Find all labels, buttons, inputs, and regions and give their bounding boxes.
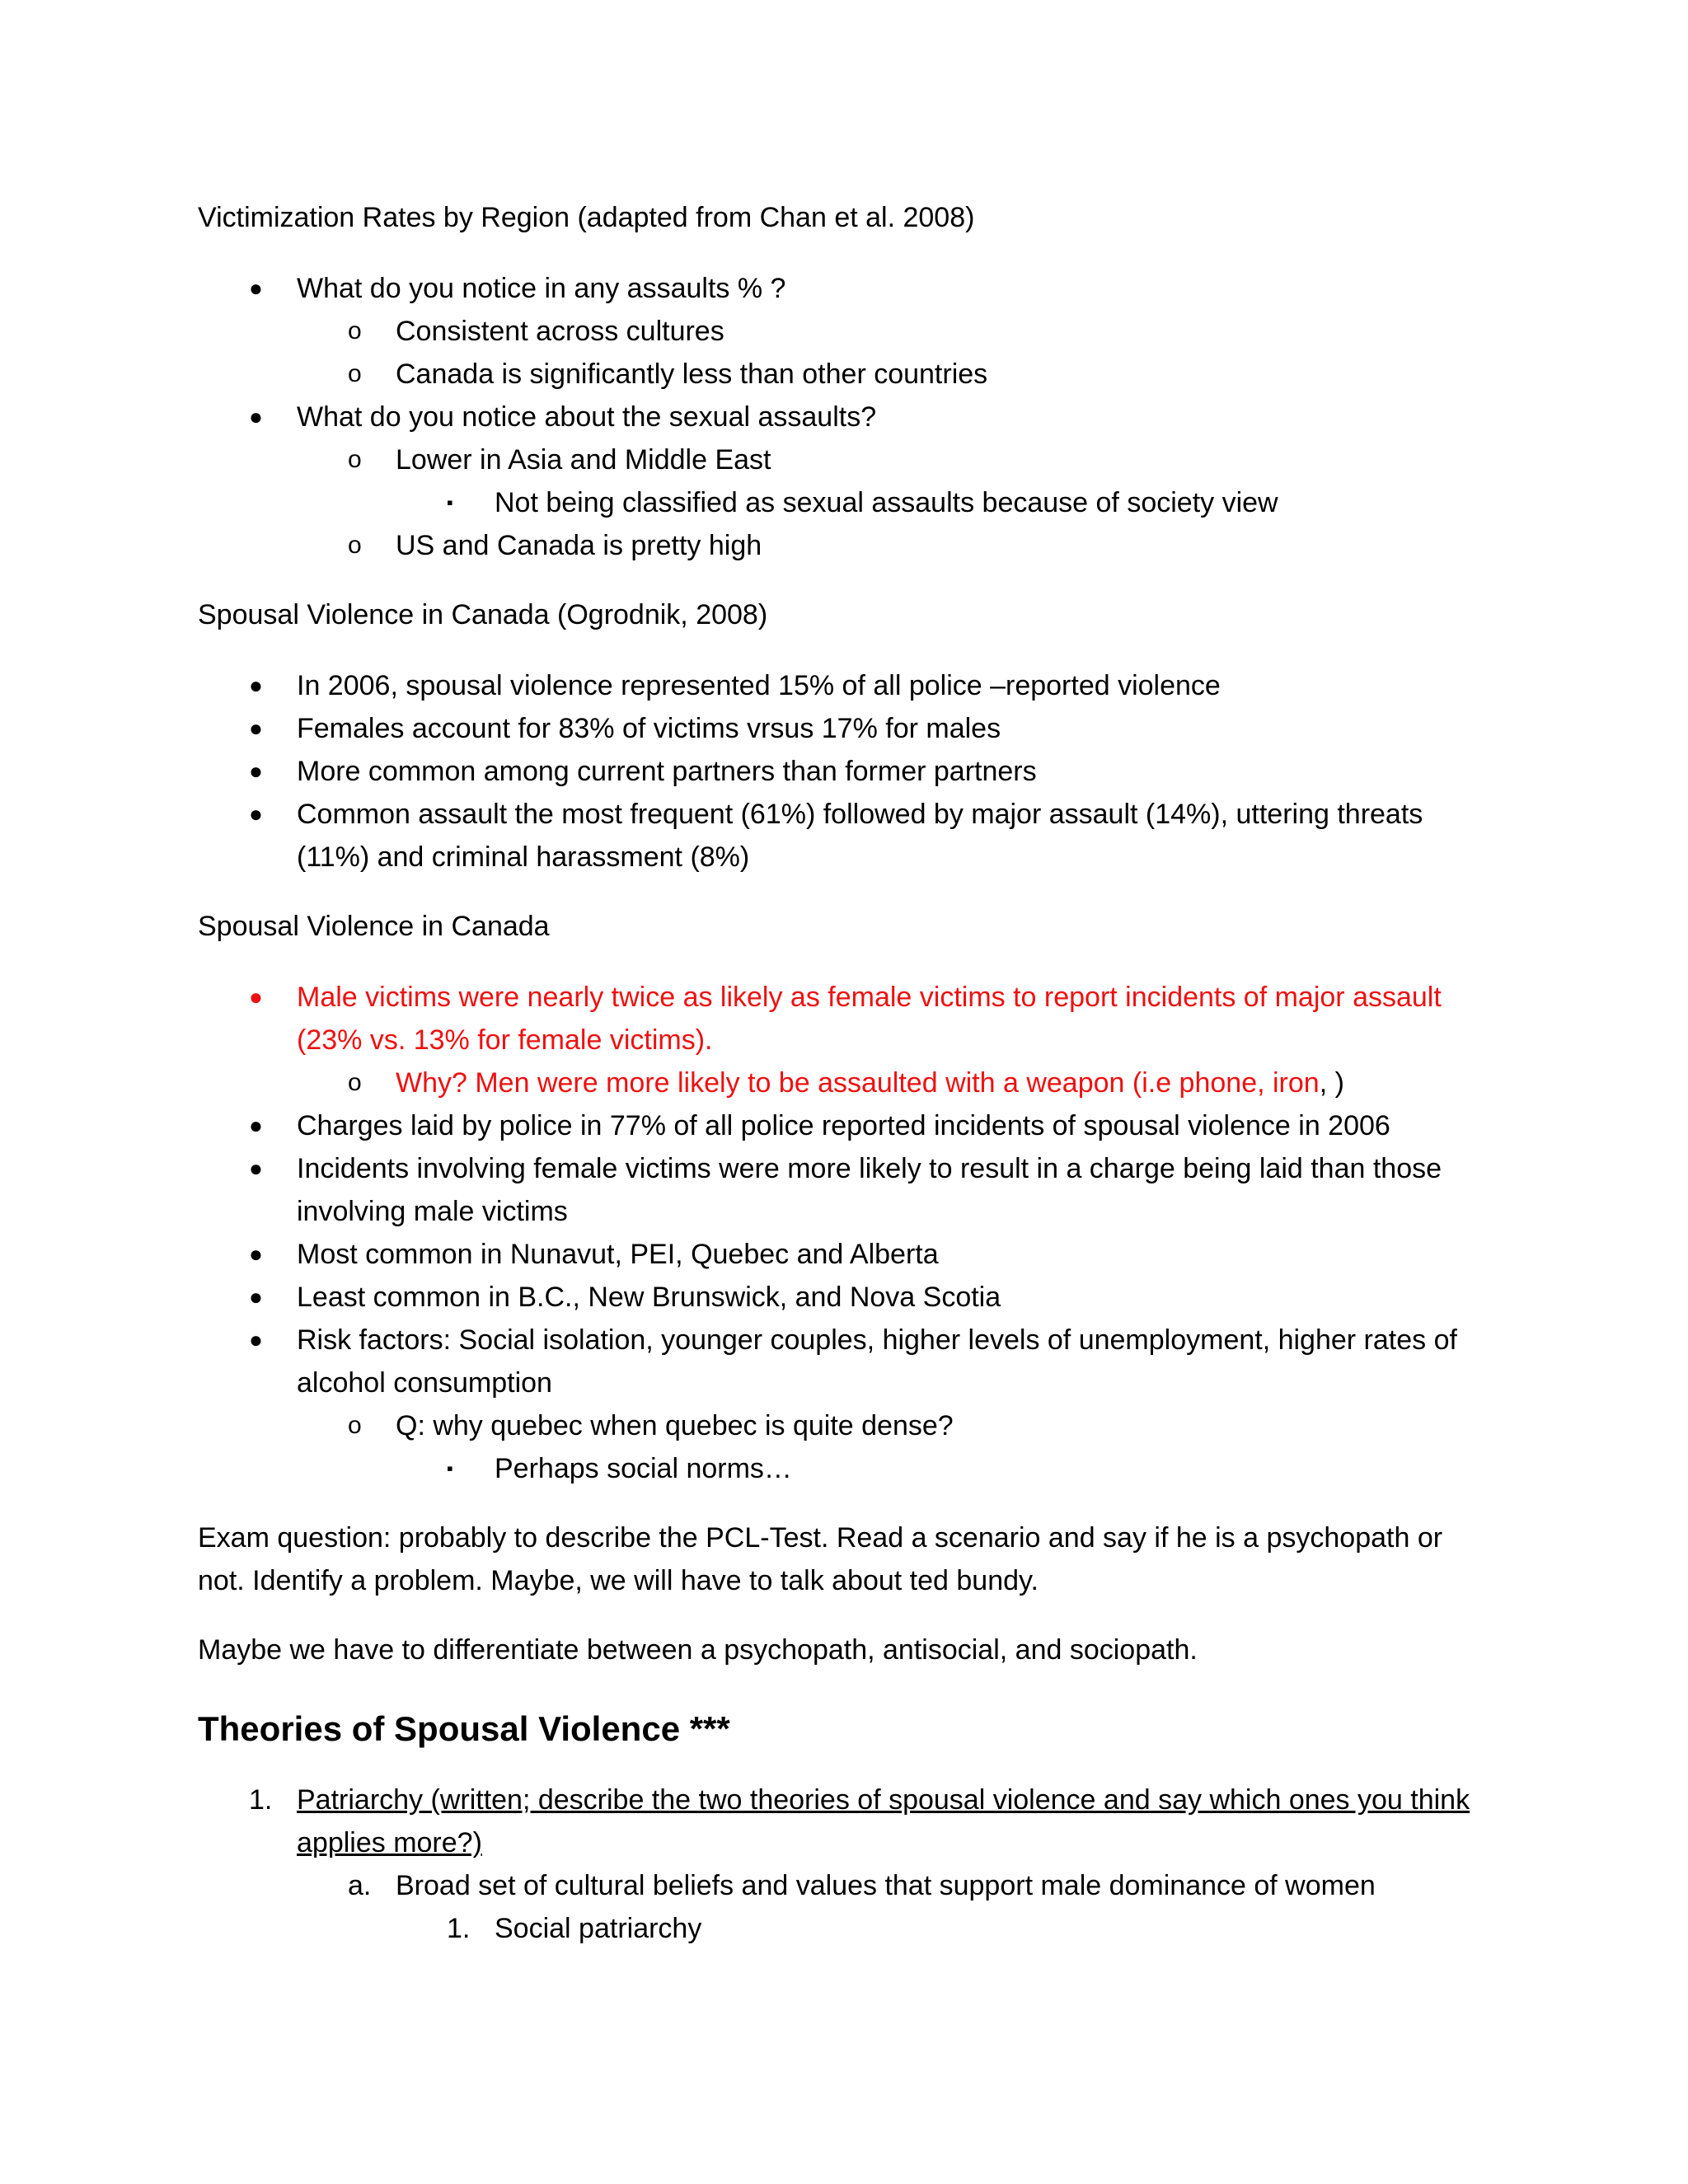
document-page [198,196,1484,1950]
circle-marker: o [348,317,362,344]
circle-marker: o [348,446,362,473]
list-item [198,793,1484,879]
list-item [198,1147,1484,1233]
square-marker: ▪ [447,492,453,513]
list-item [198,1447,1484,1490]
list-item-text: Charges laid by police in 77% of all police reported incidents of spousal violence in 2006 [297,1110,1390,1141]
list-item [198,1404,1484,1447]
list-item-text: Common assault the most frequent (61%) followed by major assault (14%), uttering threats (11%) and criminal harassment (8%) [297,799,1423,873]
number-marker: 1. [447,1913,471,1944]
list-item [198,707,1484,750]
bullet-marker: ● [249,715,263,741]
bullet-marker: ● [249,758,263,784]
list-item-text: Incidents involving female victims were more likely to result in a charge being laid than those involving male victims [297,1153,1442,1227]
list-item [198,267,1484,310]
letter-marker: a. [348,1870,372,1901]
list-item-text: Q: why quebec when quebec is quite dense? [396,1410,954,1441]
list-item-text: Social patriarchy [495,1913,702,1944]
list-item [198,524,1484,567]
list-item [198,353,1484,396]
list-item-text: Lower in Asia and Middle East [396,444,771,476]
bullet-marker: ● [249,673,263,698]
bullet-marker: ● [249,984,263,1010]
circle-marker: o [348,532,362,559]
list-item [198,976,1484,1062]
list-item-text: Most common in Nunavut, PEI, Quebec and Alberta [297,1239,939,1270]
list-item-text: Canada is significantly less than other countries [396,359,988,390]
exam-note-paragraph: Exam question: probably to describe the PCL-Test. Read a scenario and say if he is a psychopath or not. Identify a problem. Maybe, we will have to talk about ted bundy. [198,1522,1443,1596]
bullet-marker: ● [249,404,263,429]
list-item [198,1864,1484,1907]
section-title-spousal-violence: Spousal Violence in Canada [198,911,550,942]
differentiate-note-paragraph: Maybe we have to differentiate between a psychopath, antisocial, and sociopath. [198,1634,1198,1666]
list-item-text: Male victims were nearly twice as likely as female victims to report incidents of major assault (23% vs. 13% for female victims). [297,982,1442,1056]
circle-marker: o [348,360,362,387]
section-title-victimization: Victimization Rates by Region (adapted from Chan et al. 2008) [198,202,975,233]
list-item [198,396,1484,438]
list-item-text: Consistent across cultures [396,316,724,347]
list-item [198,664,1484,707]
list-item [198,1907,1484,1950]
list-item [198,1779,1484,1864]
list-item-text-underlined: Patriarchy (written; describe the two theories of spousal violence and say which ones you think applies more?) [297,1784,1470,1858]
list-item-text: Least common in B.C., New Brunswick, and Nova Scotia [297,1282,1001,1313]
list-item-text-highlighted: Why? Men were more likely to be assaulted with a weapon (i.e phone, iron [396,1067,1320,1099]
bullet-marker: ● [249,1327,263,1352]
list-item-text: Not being classified as sexual assaults because of society view [495,487,1278,518]
list-item [198,1233,1484,1276]
list-item [198,1319,1484,1404]
theories-heading: Theories of Spousal Violence *** [198,1709,730,1748]
circle-marker: o [348,1412,362,1439]
list-item-text: More common among current partners than former partners [297,756,1037,787]
list-item-text: What do you notice about the sexual assaults? [297,401,877,433]
list-item [198,750,1484,793]
list-item-text: Risk factors: Social isolation, younger couples, higher levels of unemployment, higher rates of alcohol consumption [297,1324,1457,1399]
square-marker: ▪ [447,1458,453,1479]
list-item [198,481,1484,524]
list-item-text: What do you notice in any assaults % ? [297,273,786,304]
list-item-text: Perhaps social norms… [495,1453,792,1484]
circle-marker: o [348,1069,362,1096]
bullet-marker: ● [249,275,263,301]
list-item-text: US and Canada is pretty high [396,530,762,561]
number-marker: 1. [249,1784,273,1816]
list-item [198,1062,1484,1104]
list-item [198,310,1484,353]
bullet-marker: ● [249,801,263,827]
list-item-text: In 2006, spousal violence represented 15% of all police –reported violence [297,670,1221,701]
list-item-text: Broad set of cultural beliefs and values that support male dominance of women [396,1870,1376,1901]
bullet-marker: ● [249,1284,263,1310]
bullet-marker: ● [249,1155,263,1181]
bullet-marker: ● [249,1113,263,1138]
bullet-marker: ● [249,1241,263,1267]
list-item-text: , ) [1319,1067,1344,1099]
list-item [198,1104,1484,1147]
list-item [198,1276,1484,1319]
list-item [198,438,1484,481]
list-item-text: Females account for 83% of victims vrsus 17% for males [297,713,1001,744]
section-title-spousal-violence-ogrodnik: Spousal Violence in Canada (Ogrodnik, 2008) [198,599,768,630]
